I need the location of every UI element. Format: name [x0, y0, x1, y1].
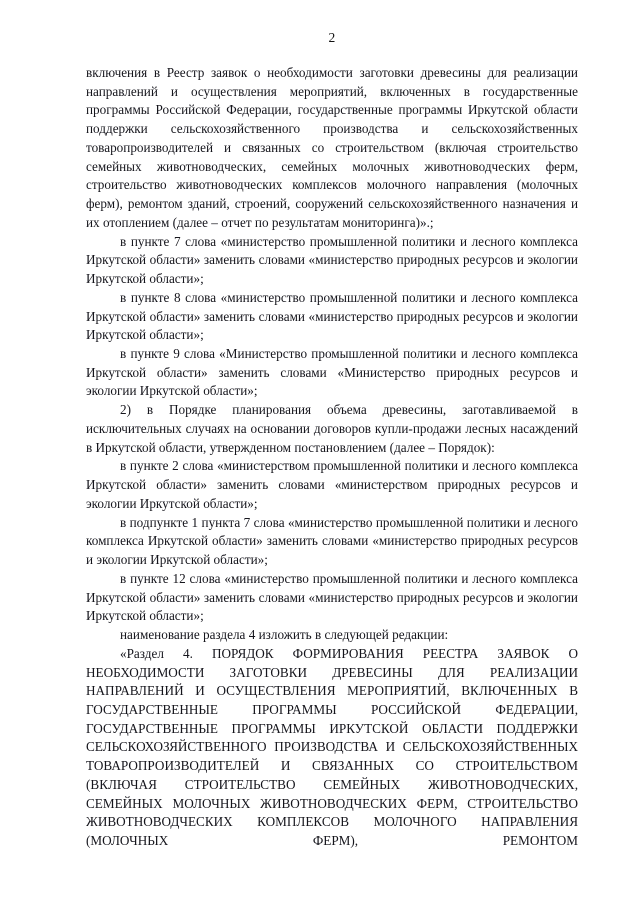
paragraph: в пункте 2 слова «министерством промышленной политики и лесного комплекса Иркутской области» заменить словами «министерством природных ресурсов и экологии Иркутской области»;: [86, 458, 578, 511]
paragraph: в пункте 9 слова «Министерство промышленной политики и лесного комплекса Иркутской области» заменить словами «Министерство природных ресурсов и экологии Иркутской области»;: [86, 346, 578, 399]
document-body: [86, 64, 578, 851]
paragraph: включения в Реестр заявок о необходимости заготовки древесины для реализации направлений и осуществления мероприятий, включенных в государственные программы Российской Федерации, государственные программы Иркутской области поддержки сельскохозяйственного производства и сельскохозяйственных товаропроизводителей и связанных со строительством (включая строительство семейных животноводческих, семейных молочных животноводческих ферм, строительство животноводческих комплексов молочного направления (молочных ферм), ремонтом зданий, строений, сооружений сельскохозяйственного назначения и их отоплением (далее – отчет по результатам мониторинга)».;: [86, 65, 578, 230]
paragraph: в подпункте 1 пункта 7 слова «министерство промышленной политики и лесного комплекса Иркутской области» заменить словами «министерство природных ресурсов и экологии Иркутской области»;: [86, 514, 578, 568]
page-number: 2: [328, 30, 336, 45]
paragraph: в пункте 7 слова «министерство промышленной политики и лесного комплекса Иркутской области» заменить словами «министерство природных ресурсов и экологии Иркутской области»;: [86, 233, 578, 287]
paragraph-section-heading: «Раздел 4. ПОРЯДОК ФОРМИРОВАНИЯ РЕЕСТРА ЗАЯВОК О НЕОБХОДИМОСТИ ЗАГОТОВКИ ДРЕВЕСИНЫ ДЛЯ РЕАЛИЗАЦИИ НАПРАВЛЕНИЙ И ОСУЩЕСТВЛЕНИЯ МЕРОПРИЯТИЙ, ВКЛЮЧЕННЫХ В ГОСУДАРСТВЕННЫЕ ПРОГРАММЫ РОССИЙСКОЙ ФЕДЕРАЦИИ, ГОСУДАРСТВЕННЫЕ ПРОГРАММЫ ИРКУТСКОЙ ОБЛАСТИ ПОДДЕРЖКИ СЕЛЬСКОХОЗЯЙСТВЕННОГО ПРОИЗВОДСТВА И СЕЛЬСКОХОЗЯЙСТВЕННЫХ ТОВАРОПРОИЗВОДИТЕЛЕЙ И СВЯЗАННЫХ СО СТРОИТЕЛЬСТВОМ (ВКЛЮЧАЯ СТРОИТЕЛЬСТВО СЕМЕЙНЫХ ЖИВОТНОВОДЧЕСКИХ, СЕМЕЙНЫХ МОЛОЧНЫХ ЖИВОТНОВОДЧЕСКИХ ФЕРМ, СТРОИТЕЛЬСТВО ЖИВОТНОВОДЧЕСКИХ КОМПЛЕКСОВ МОЛОЧНОГО НАПРАВЛЕНИЯ (МОЛОЧНЫХ ФЕРМ), РЕМОНТОМ: [86, 645, 578, 849]
paragraph: в пункте 8 слова «министерство промышленной политики и лесного комплекса Иркутской области» заменить словами «министерство природных ресурсов и экологии Иркутской области»;: [86, 289, 578, 343]
paragraph: наименование раздела 4 изложить в следующей редакции:: [120, 627, 449, 643]
paragraph: 2) в Порядке планирования объема древесины, заготавливаемой в исключительных случаях на основании договоров купли-продажи лесных насаждений в Иркутской области, утвержденном постановлением (далее – Порядок):: [86, 402, 578, 455]
paragraph: в пункте 12 слова «министерство промышленной политики и лесного комплекса Иркутской области» заменить словами «министерство природных ресурсов и экологии Иркутской области»;: [86, 570, 578, 624]
